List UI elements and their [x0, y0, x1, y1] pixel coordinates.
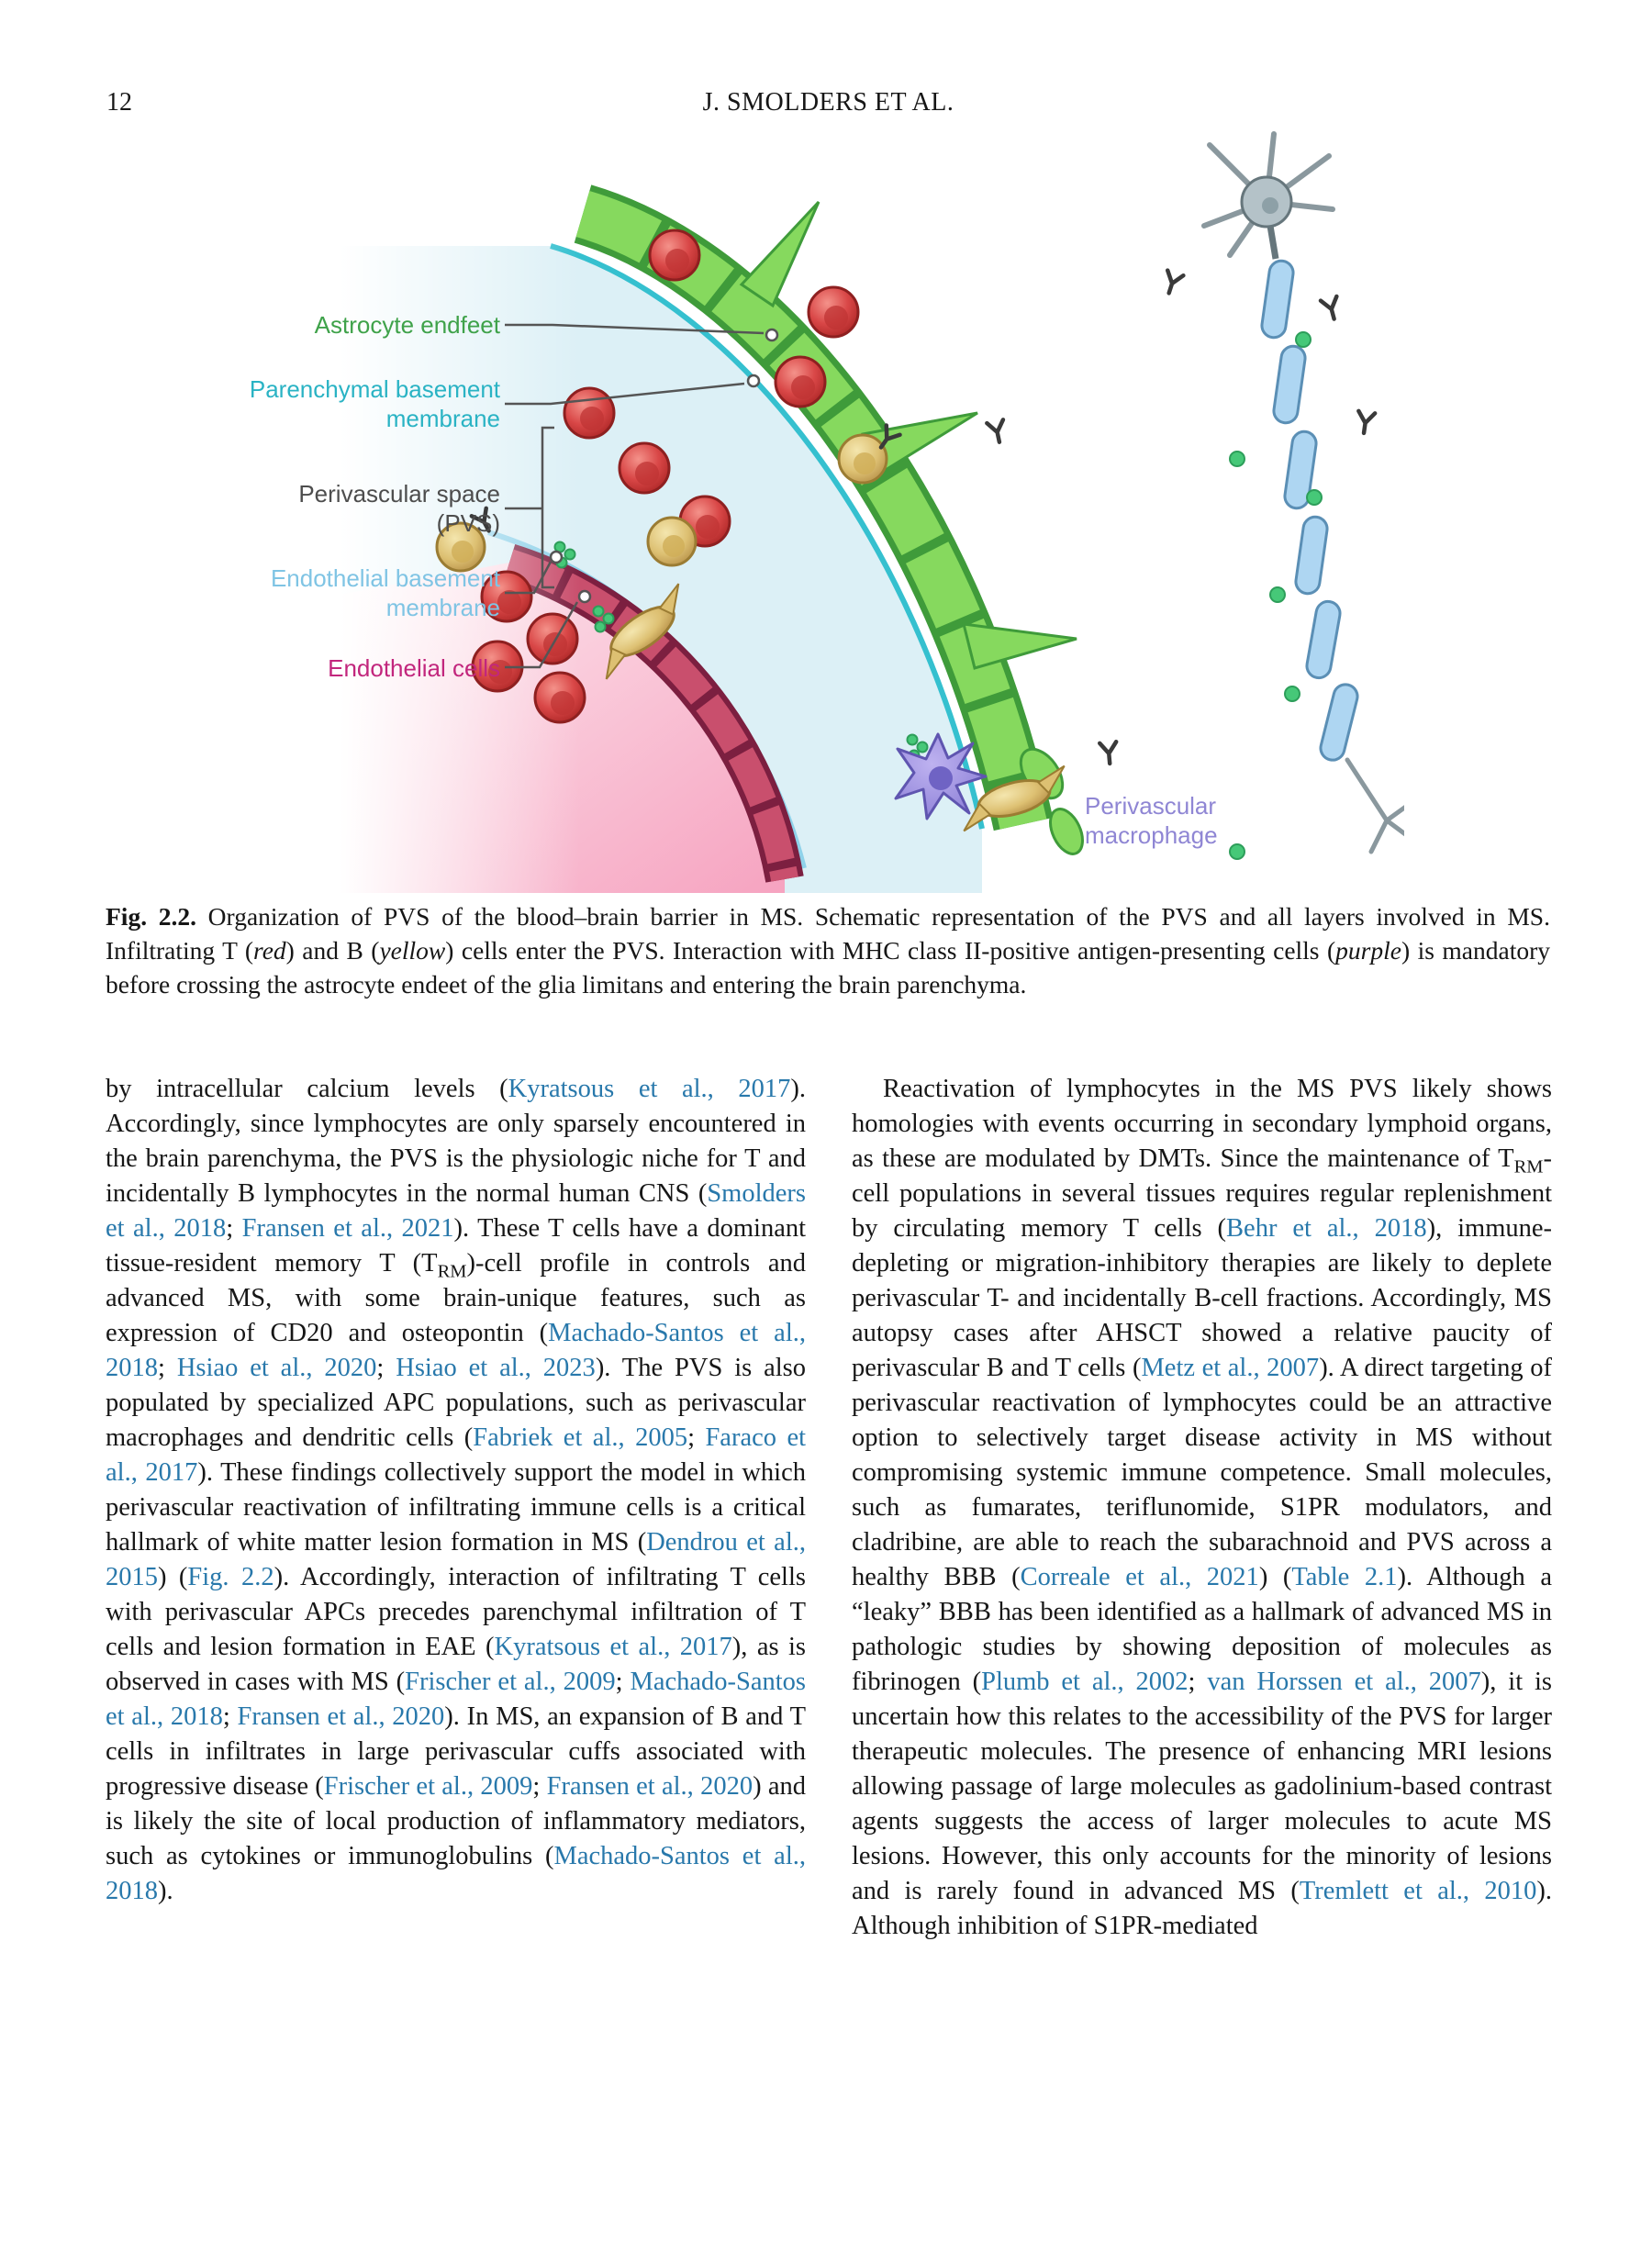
- astrocyte-process: [742, 202, 819, 306]
- text-segment: ). A direct targeting of perivascular reactivation of lymphocytes could be an attractive option to selectively target disease activity in MS without compromising systemic immune competence. Small molecules, such as fumarates, teriflunomide, S1PR modulators, and cladribine, are able to reach the subarachnoid and PVS across a healthy BBB (: [852, 1354, 1552, 1591]
- citation-link[interactable]: Table 2.1: [1291, 1563, 1398, 1591]
- citation-link[interactable]: Machado-Santos et al., 2018: [106, 1842, 806, 1905]
- text-segment: ). Although a “leaky” BBB has been identified as a hallmark of advanced MS in pathologic studies by showing deposition of molecules as fibrinogen (: [852, 1563, 1552, 1696]
- text-segment: Reactivation of lymphocytes in the MS PVS likely shows homologies with events occurring in secondary lymphoid organs, as these are modulated by DMTs. Since the maintenance of T: [852, 1075, 1552, 1173]
- astrocyte-process: [964, 624, 1077, 668]
- text-segment: ). These T cells have a dominant tissue-resident memory T (T: [106, 1214, 807, 1278]
- citation-link[interactable]: Fransen et al., 2020: [546, 1772, 753, 1801]
- text-segment: ) and is likely the site of local production of inflammatory mediators, such as cytokines or immunoglobulins (: [106, 1772, 807, 1870]
- label-line: membrane: [385, 405, 500, 432]
- text-segment: ). These findings collectively support the model in which perivascular reactivation of infiltrating immune cells is a critical hallmark of white matter lesion formation in MS (: [106, 1458, 806, 1557]
- page-number: 12: [106, 88, 132, 117]
- text-segment: ;: [615, 1668, 631, 1696]
- label-perivascular-macrophage: [1085, 791, 1218, 850]
- label-endothelial-cells: Endothelial cells: [328, 654, 500, 682]
- citation-link[interactable]: Correale et al., 2021: [1020, 1563, 1259, 1591]
- text-segment: by intracellular calcium levels (: [106, 1075, 508, 1103]
- text-segment: ). Accordingly, since lymphocytes are only sparsely encountered in the brain parenchyma, the PVS is the physiologic niche for T and incidentally B lymphocytes in the normal human CNS (: [106, 1075, 806, 1208]
- citation-link[interactable]: Plumb et al., 2002: [981, 1668, 1189, 1696]
- label-line: Parenchymal basement: [249, 375, 500, 403]
- text-segment: ;: [687, 1423, 706, 1452]
- citation-link[interactable]: Smolders et al., 2018: [106, 1179, 806, 1243]
- label-line: Endothelial basement: [270, 564, 500, 592]
- citation-link[interactable]: Fransen et al., 2021: [241, 1214, 454, 1243]
- text-segment: ;: [226, 1214, 242, 1243]
- text-segment: Organization of PVS of the blood–brain barrier in MS. Schematic representation of the PVS and all layers involved in MS. Infiltrating T (: [106, 902, 1550, 965]
- label-astrocyte-endfeet: Astrocyte endfeet: [314, 311, 500, 339]
- text-segment: ). Accordingly, interaction of infiltrating T cells with perivascular APCs precedes parenchymal infiltration of T cells and lesion formation in EAE (: [106, 1563, 806, 1661]
- label-perivascular-space: [298, 479, 500, 538]
- citation-link[interactable]: Frischer et al., 2009: [405, 1668, 616, 1696]
- leader-dot: [748, 375, 759, 386]
- body-right-column: [852, 1072, 1552, 1944]
- citation-link[interactable]: Kyratsous et al., 2017: [508, 1075, 791, 1103]
- text-segment: ) and B (: [285, 936, 380, 965]
- paragraph: [106, 1072, 806, 1909]
- text-segment: ;: [1188, 1668, 1208, 1696]
- citation-link[interactable]: Metz et al., 2007: [1141, 1354, 1320, 1382]
- citation-link[interactable]: Kyratsous et al., 2017: [494, 1633, 732, 1661]
- label-line: macrophage: [1085, 821, 1218, 849]
- label-line: Perivascular space: [298, 480, 500, 508]
- text-segment: ;: [158, 1354, 177, 1382]
- text-segment: ), it is uncertain how this relates to the accessibility of the PVS for larger therapeutic molecules. The presence of enhancing MRI lesions allowing passage of large molecules as gadolinium-based contrast agents suggests the access of larger molecules to acute MS lesions. However, this only accounts for the minority of lesions and is rarely found in advanced MS (: [852, 1668, 1552, 1905]
- citation-link[interactable]: Dendrou et al., 2015: [106, 1528, 806, 1591]
- text-segment: ), as is observed in cases with MS (: [106, 1633, 806, 1696]
- citation-link[interactable]: Tremlett et al., 2010: [1299, 1877, 1537, 1905]
- citation-link[interactable]: Fig. 2.2: [187, 1563, 274, 1591]
- citation-link[interactable]: Hsiao et al., 2023: [396, 1354, 596, 1382]
- paragraph: [852, 1072, 1552, 1944]
- text-segment: ) (: [158, 1563, 188, 1591]
- text-segment: red: [253, 936, 286, 965]
- text-segment: ) cells enter the PVS. Interaction with MHC class II-positive antigen-presenting cells (: [445, 936, 1336, 965]
- citation-link[interactable]: van Horssen et al., 2007: [1207, 1668, 1481, 1696]
- text-segment: RM: [1513, 1156, 1544, 1177]
- leader-dot: [579, 591, 590, 602]
- label-line: membrane: [385, 594, 500, 621]
- text-segment: ;: [532, 1772, 547, 1801]
- label-parenchymal-basement-membrane: [250, 374, 500, 433]
- text-segment: ). Although inhibition of S1PR-mediated: [852, 1877, 1552, 1940]
- text-segment: -cell populations in several tissues requires regular replenishment by circulating memory T cells (: [852, 1144, 1552, 1243]
- text-segment: ).: [158, 1877, 173, 1905]
- body-columns: [106, 1072, 1552, 1944]
- citation-link[interactable]: Machado-Santos et al., 2018: [106, 1668, 807, 1731]
- citation-link[interactable]: Hsiao et al., 2020: [176, 1354, 377, 1382]
- text-segment: Fig. 2.2.: [106, 902, 196, 931]
- text-segment: yellow: [379, 936, 446, 965]
- text-segment: ), immune-depleting or migration-inhibitory therapies are likely to deplete perivascular T- and incidentally B-cell fractions. Accordingly, MS autopsy cases after AHSCT showed a relative paucity of perivascular B and T cells (: [852, 1214, 1553, 1382]
- text-segment: ) is mandatory before crossing the astrocyte endeet of the glia limitans and entering the brain parenchyma.: [106, 936, 1550, 999]
- text-segment: purple: [1335, 936, 1401, 965]
- leader-dot: [551, 552, 562, 563]
- citation-link[interactable]: Frischer et al., 2009: [323, 1772, 533, 1801]
- label-endothelial-basement-membrane: [271, 564, 500, 622]
- label-line: Perivascular: [1085, 792, 1217, 820]
- citation-link[interactable]: Fransen et al., 2020: [237, 1702, 445, 1731]
- citation-link[interactable]: Behr et al., 2018: [1226, 1214, 1427, 1243]
- text-segment: ). In MS, an expansion of B and T cells in infiltrates in large perivascular cuffs associated with progressive disease (: [106, 1702, 807, 1801]
- neuron: [1204, 134, 1404, 852]
- text-segment: ) (: [1258, 1563, 1292, 1591]
- citation-link[interactable]: Machado-Santos et al., 2018: [106, 1319, 806, 1382]
- text-segment: ;: [376, 1354, 396, 1382]
- text-segment: RM: [437, 1261, 467, 1282]
- body-left-column: [106, 1072, 806, 1944]
- citation-link[interactable]: Faraco et al., 2017: [106, 1423, 807, 1487]
- leader-dot: [766, 329, 777, 340]
- citation-link[interactable]: Fabriek et al., 2005: [473, 1423, 688, 1452]
- figure-caption: [106, 899, 1550, 1001]
- text-segment: ;: [222, 1702, 238, 1731]
- running-head: J. SMOLDERS ET AL.: [702, 88, 954, 117]
- label-line: (PVS): [436, 509, 500, 537]
- text-segment: )-cell profile in controls and advanced MS, with some brain-unique features, such as expression of CD20 and osteopontin (: [106, 1249, 806, 1347]
- text-segment: ). The PVS is also populated by specialized APC populations, such as perivascular macrophages and dendritic cells (: [106, 1354, 807, 1452]
